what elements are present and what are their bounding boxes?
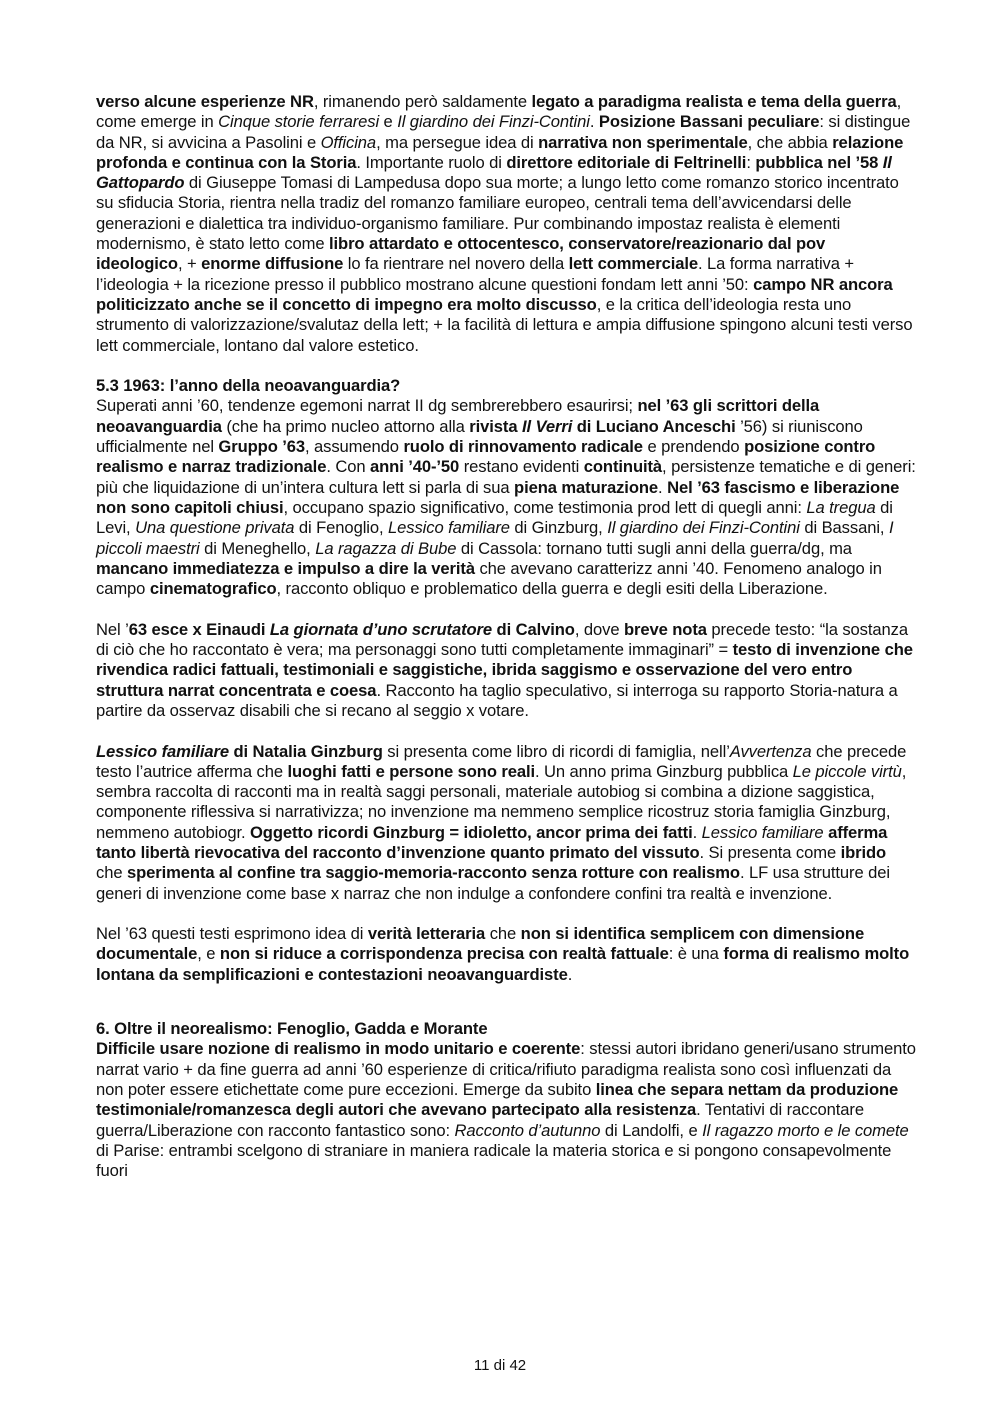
text-span: , assumendo (305, 437, 404, 457)
text-span: nel ’63 gli scrittori della neoavanguardia (96, 396, 820, 436)
text-span: , dove (574, 619, 624, 639)
text-span: Il giardino dei Finzi-Contini (607, 518, 800, 538)
text-span: lett commerciale (568, 254, 698, 274)
section-heading (96, 1019, 916, 1039)
text-span: afferma tanto libertà rievocativa del racconto d’invenzione quanto primato del vissuto (96, 822, 888, 862)
text-span: linea che separa nettam da produzione testimoniale/romanzesca degli autori che avevano partecipato alla resistenza (96, 1079, 899, 1120)
text-span: , sembra raccolta di racconti ma in realtà saggi personali, materiale autobiog si combina a dizione saggistica, componente riflessiva si narrativizza; no invenzione ma nemmeno semplice ricostruz storia famiglia Ginzburg, nemmeno autobiogr. (96, 761, 907, 842)
paragraph (96, 620, 916, 721)
text-span: , racconto obliquo e problematico della guerra e degli esiti della Liberazione. (276, 579, 828, 599)
text-span: Nel ’63 fascismo e liberazione non sono capitoli chiusi (96, 477, 900, 517)
paragraph-spacer (96, 599, 916, 619)
text-span: precede testo: “la sostanza di ciò che ho raccontato è vera; ma personaggi sono tutti completamente immaginari” = (96, 619, 908, 660)
paragraph-spacer (96, 985, 916, 1019)
text-span: 63 esce x Einaudi (128, 619, 270, 639)
text-span: campo NR ancora politicizzato anche se il concetto di impegno era molto discusso (96, 274, 893, 314)
text-span: . Un anno prima Ginzburg pubblica (535, 761, 793, 781)
text-span: . Si presenta come (699, 842, 841, 862)
text-span: Racconto d’autunno (454, 1120, 601, 1140)
text-span: relazione profonda e continua con la Storia (96, 132, 904, 172)
paragraph (96, 1039, 916, 1181)
text-span: 6. Oltre il neorealismo: Fenoglio, Gadda e Morante (96, 1019, 488, 1039)
text-span: . LF usa strutture dei generi di invenzione come base x narraz che non indulge a confondere confini tra realtà e invenzione. (96, 863, 890, 903)
text-span: che (96, 863, 127, 883)
text-span: Oggetto ricordi Ginzburg = idioletto, ancor prima dei fatti (250, 822, 693, 842)
text-span: . (567, 964, 573, 984)
text-span: Superati anni ’60, tendenze egemoni narrat II dg sembrerebbero esaurirsi; (96, 396, 638, 416)
text-span: e (379, 112, 398, 132)
text-span: La giornata d’uno scrutatore (269, 619, 493, 639)
text-span: , ma persegue idea di (376, 132, 539, 152)
text-span: di Giuseppe Tomasi di Lampedusa dopo sua morte; a lungo letto come romanzo storico incentrato su sfiducia Storia, rientra nella tradiz del romanzo familiare europeo, centrali tema dell’avvicendarsi delle generazioni e dialettica tra individuo-organismo familiare. Pur combinando impostaz realista è elementi modernismo, è stato letto come (96, 173, 899, 254)
text-span: Il Verri (521, 416, 573, 436)
text-span: piena maturazione (514, 477, 659, 497)
text-span: , e la critica dell’ideologia resta uno strumento di valorizzazione/svalutaz della lett; + la facilità di lettura e ampia diffusione spingono alcuni testi verso lett commerciale, lontano dal valore estetico. (96, 294, 913, 355)
text-span: che (485, 924, 521, 944)
text-span: di Ginzburg, (509, 518, 608, 538)
text-span: Una questione privata (135, 518, 295, 538)
text-span: . Tentativi di raccontare guerra/Liberazione con racconto fantastico sono: (96, 1100, 864, 1140)
text-span: 5.3 1963: l’anno della neoavanguardia? (96, 376, 401, 396)
text-span: , e (197, 944, 220, 964)
text-span: continuità (583, 457, 663, 477)
text-span: forma di realismo molto lontana da semplificazioni e contestazioni neoavanguardiste (96, 944, 910, 984)
text-span: di Natalia Ginzburg (228, 741, 383, 761)
paragraph (96, 92, 916, 356)
text-span: di Parise: entrambi scelgono di straniare in maniera radicale la materia storica e si pongono consapevolmente fuori (96, 1140, 892, 1181)
page-number: 11 di 42 (473, 1357, 527, 1374)
text-span: pubblica nel ’58 (755, 152, 883, 172)
text-span: Il ragazzo morto e le comete (702, 1120, 909, 1140)
text-span: legato a paradigma realista e tema della guerra (531, 92, 897, 111)
text-span: si presenta come libro di ricordi di famiglia, nell’ (382, 741, 730, 761)
text-span: Posizione Bassani peculiare (598, 112, 820, 132)
text-span: posizione contro realismo e narraz tradizionale (96, 437, 876, 477)
text-span: : stessi autori ibridano generi/usano strumento narrat vario + da fine guerra ad anni ’60 esperienze di critica/rifiuto paradigma realista sono così influenzati da non poter essere etichettate come pure eccezioni. Emerge da subito (96, 1039, 916, 1099)
text-span: non si riduce a corrispondenza precisa con realtà fattuale (219, 944, 669, 964)
text-span: verso alcune esperienze NR (96, 92, 314, 111)
text-span: Nel ’63 questi testi esprimono idea di (96, 924, 368, 944)
text-span: di Calvino (492, 619, 575, 639)
text-span: Officina (320, 132, 377, 152)
text-span: . (692, 822, 702, 842)
text-span (522, 417, 572, 436)
text-span: . Con (326, 457, 370, 477)
text-span: Lessico familiare (701, 822, 824, 842)
text-span: Il giardino dei Finzi-Contini (397, 112, 590, 132)
text-span: Difficile usare nozione di realismo in modo unitario e coerente (96, 1039, 581, 1059)
text-span: Lessico familiare (96, 741, 229, 761)
paragraph-spacer (96, 904, 916, 924)
text-span: di Cassola: tornano tutti sugli anni della guerra/dg, ma (456, 538, 852, 558)
text-span: , occupano spazio significativo, come testimonia prod lett di quegli anni: (283, 497, 807, 517)
text-span: , che abbia (747, 132, 833, 152)
text-span: , persistenze tematiche e di generi: più che liquidazione di un’intera cultura lett si parla di sua (96, 457, 916, 497)
text-span (270, 620, 492, 639)
text-span: restano evidenti (459, 457, 584, 477)
text-span: ’56) si riuniscono ufficialmente nel (96, 416, 863, 457)
paragraph (96, 396, 916, 599)
text-span: : si distingue da NR, si avvicina a Pasolini e (96, 112, 911, 152)
paragraph-spacer (96, 721, 916, 741)
text-span: e prendendo (642, 437, 745, 457)
text-span: sperimenta al confine tra saggio-memoria-racconto senza rotture con realismo (126, 863, 740, 883)
text-span: , come emerge in (96, 92, 902, 132)
text-span: : (746, 152, 756, 172)
text-span: Le piccole virtù (792, 761, 902, 781)
text-span: , + (177, 254, 202, 274)
text-span: I piccoli maestri (96, 518, 894, 558)
text-span: di Landolfi, e (600, 1120, 703, 1140)
text-span: Cinque storie ferraresi (218, 112, 380, 132)
text-span (96, 742, 229, 761)
text-span: Gruppo ’63 (218, 437, 306, 457)
text-span: verità letteraria (367, 924, 486, 944)
text-span: libro attardato e ottocentesco, conservatore/reazionario dal pov ideologico (96, 234, 826, 274)
text-span: luoghi fatti e persone sono reali (287, 761, 536, 781)
text-span: non si identifica semplicem con dimensione documentale (96, 924, 865, 964)
text-span: di Fenoglio, (294, 518, 389, 538)
text-span: che precede testo l’autrice afferma che (96, 741, 907, 781)
document-page (96, 92, 916, 1181)
text-span: ibrido (840, 842, 887, 862)
text-span: Nel ’ (96, 619, 129, 639)
text-span: rivista (469, 416, 522, 436)
text-span: cinematografico (149, 579, 277, 599)
text-span: . Racconto ha taglio speculativo, si interroga su rapporto Storia-natura a partire da osservaz disabili che si recano al seggio x votare. (96, 680, 898, 720)
text-span: di Levi, (96, 497, 893, 538)
section-heading (96, 376, 916, 396)
text-span: La tregua (806, 497, 876, 517)
text-span: che avevano caratterizz anni ’40. Fenomeno analogo in campo (96, 558, 882, 599)
text-span: : è una (668, 944, 724, 964)
text-span: . La forma narrativa + l’ideologia + la ricezione presso il pubblico mostrano alcune questioni fondam lett anni ’50: (96, 254, 854, 294)
text-span: di Meneghello, (199, 538, 316, 558)
paragraph-spacer (96, 356, 916, 376)
text-span: di Luciano Anceschi (572, 416, 736, 436)
text-span: Lessico familiare (388, 518, 510, 538)
text-span: La ragazza di Bube (315, 538, 457, 558)
text-span: . (589, 112, 599, 132)
text-span: Avvertenza (729, 741, 812, 761)
text-span: enorme diffusione (201, 254, 344, 274)
text-span: Il Gattopardo (96, 152, 892, 193)
text-span: direttore editoriale di Feltrinelli (506, 152, 747, 172)
text-span: anni ’40-’50 (370, 457, 460, 477)
text-span: breve nota (623, 619, 707, 639)
text-span: testo di invenzione che rivendica radici fattuali, testimoniali e saggistiche, ibrida saggismo e osservazione del vero entro struttura narrat concentrata e coesa (96, 640, 913, 700)
text-span: mancano immediatezza e impulso a dire la verità (96, 558, 475, 578)
text-span: . (658, 477, 668, 497)
text-span: ruolo di rinnovamento radicale (403, 437, 643, 457)
text-span: (che ha primo nucleo attorno alla (221, 416, 470, 436)
paragraph (96, 924, 916, 985)
text-span: di Bassani, (799, 518, 889, 538)
text-span: lo fa rientrare nel novero della (343, 254, 569, 274)
text-span: narrativa non sperimentale (538, 132, 748, 152)
text-span: , rimanendo però saldamente (313, 92, 532, 111)
paragraph (96, 742, 916, 904)
text-span: . Importante ruolo di (356, 152, 507, 172)
